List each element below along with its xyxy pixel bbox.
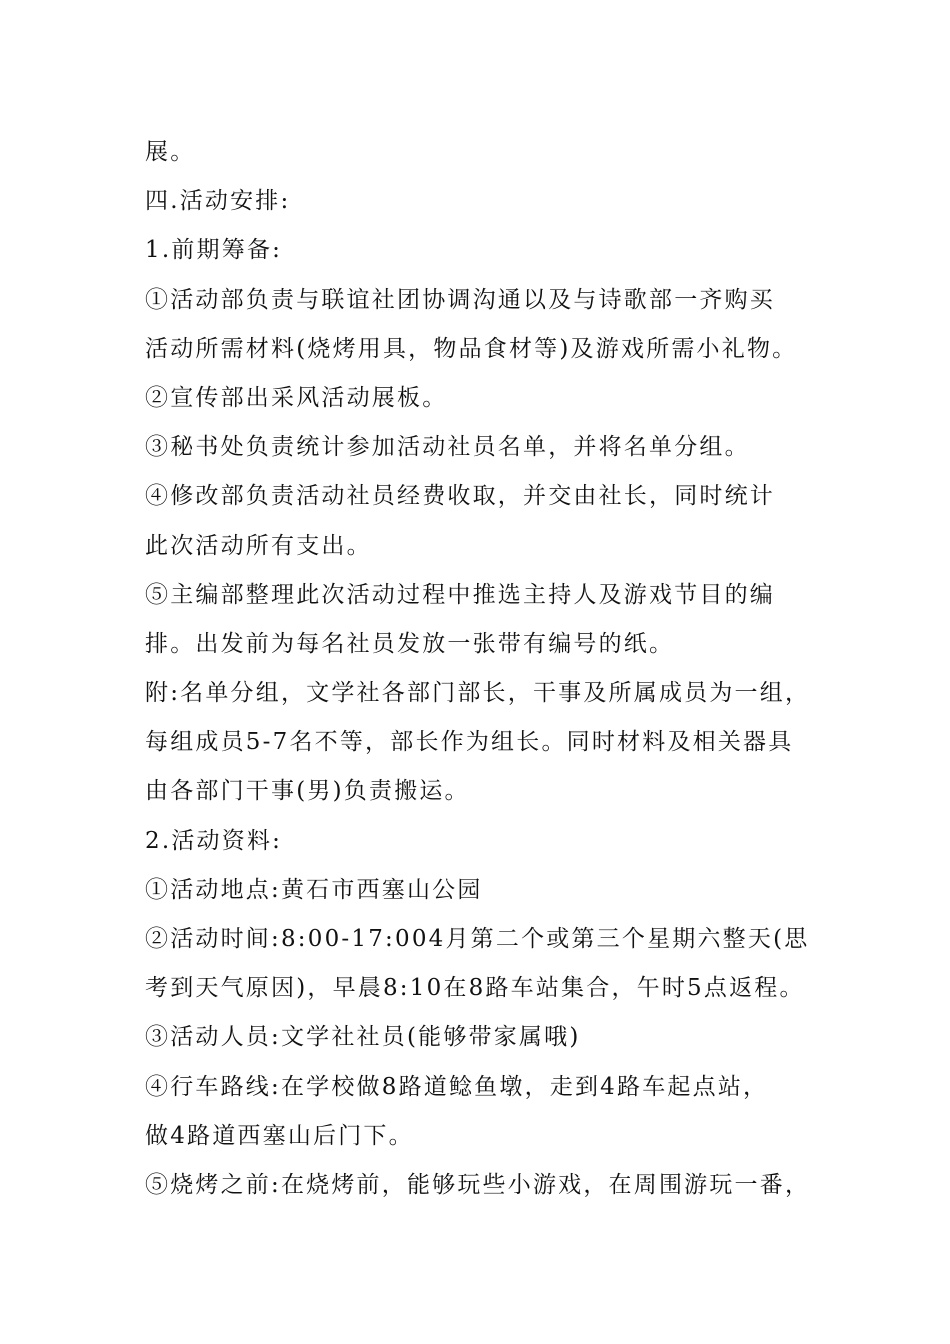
section-heading: 四.活动安排: bbox=[145, 188, 291, 215]
text-line: ①活动地点:黄石市西塞山公园 bbox=[145, 876, 483, 903]
text-line: 展。 bbox=[145, 139, 196, 165]
text-line: ②活动时间:8:00-17:004月第二个或第三个星期六整天(思 bbox=[145, 926, 810, 952]
text-line: 考到天气原因)，早晨8:10在8路车站集合，午时5点返程。 bbox=[145, 975, 805, 1002]
text-line: ⑤主编部整理此次活动过程中推选主持人及游戏节目的编 bbox=[145, 581, 775, 608]
text-line: ⑤烧烤之前:在烧烤前，能够玩些小游戏，在周围游玩一番， bbox=[145, 1171, 811, 1198]
document-body bbox=[145, 128, 825, 1210]
text-line: 附:名单分组，文学社各部门部长，干事及所属成员为一组， bbox=[145, 680, 811, 707]
text-line: ④修改部负责活动社员经费收取，并交由社长，同时统计 bbox=[145, 483, 775, 510]
text-line: ①活动部负责与联谊社团协调沟通以及与诗歌部一齐购买 bbox=[145, 286, 775, 313]
subsection-heading: 1.前期筹备: bbox=[145, 237, 283, 264]
text-line: 活动所需材料(烧烤用具，物品食材等)及游戏所需小礼物。 bbox=[145, 335, 798, 362]
text-line: 由各部门干事(男)负责搬运。 bbox=[145, 778, 470, 805]
text-line: ②宣传部出采风活动展板。 bbox=[145, 384, 448, 411]
text-line: 排。出发前为每名社员发放一张带有编号的纸。 bbox=[145, 630, 675, 657]
text-line: 每组成员5-7名不等，部长作为组长。同时材料及相关器具 bbox=[145, 729, 794, 756]
text-line: 做4路道西塞山后门下。 bbox=[145, 1122, 414, 1149]
text-line: ③秘书处负责统计参加活动社员名单，并将名单分组。 bbox=[145, 434, 750, 461]
text-line: ④行车路线:在学校做8路道鲶鱼墩，走到4路车起点站， bbox=[145, 1073, 769, 1100]
subsection-heading: 2.活动资料: bbox=[145, 827, 283, 854]
text-line: ③活动人员:文学社社员(能够带家属哦) bbox=[145, 1024, 581, 1051]
text-line: 此次活动所有支出。 bbox=[145, 532, 372, 559]
